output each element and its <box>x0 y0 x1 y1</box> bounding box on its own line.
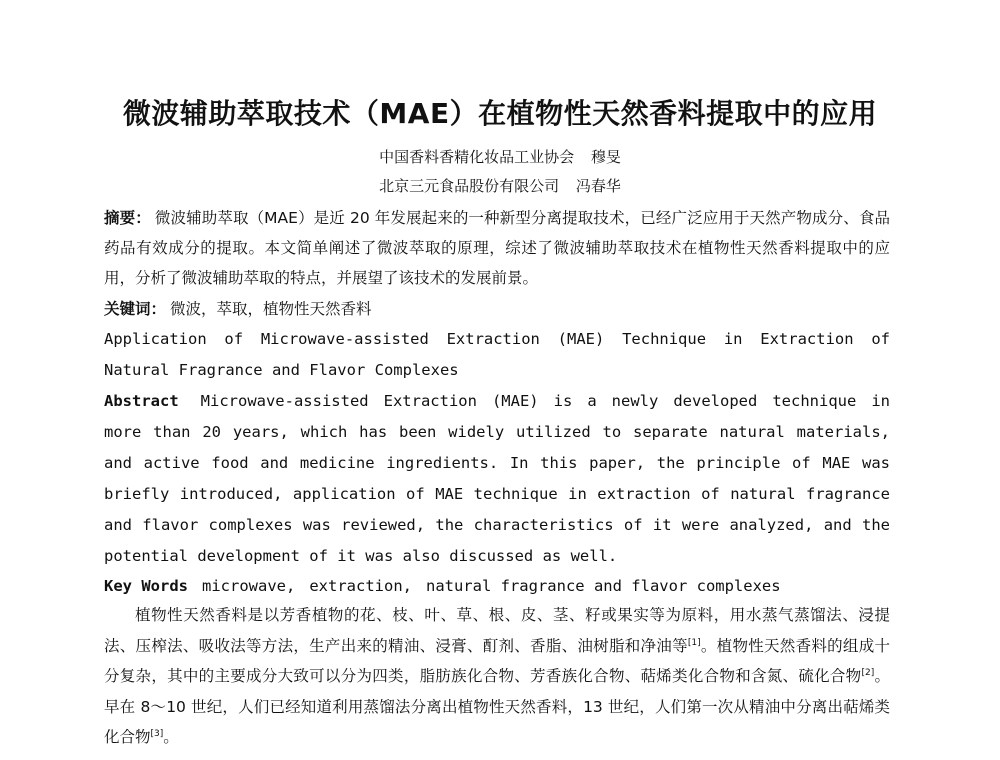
chinese-abstract-text: 微波辅助萃取（MAE）是近 20 年发展起来的一种新型分离提取技术，已经广泛应用于天然产物成分、食品药品有效成分的提取。本文简单阐述了微波萃取的原理，综述了微波辅助萃取技术在植物性天然香料提取中的应用，分析了微波辅助萃取的特点，并展望了该技术的发展前景。 <box>104 209 890 287</box>
body-text: 。 <box>163 728 179 746</box>
author-affiliation: 中国香料香精化妆品工业协会 <box>379 148 575 166</box>
chinese-keywords-label: 关键词： <box>104 300 167 318</box>
citation: [1] <box>687 637 701 648</box>
body-text: 植物性天然香料是以芳香植物的花、枝、叶、草、根、皮、茎、籽或果实等为原料，用水蒸气蒸馏法、浸提法、压榨法、吸收法等方法，生产出来的精油、浸膏、酊剂、香脂、油树脂和净油等 <box>104 606 890 655</box>
english-abstract-text: Microwave-assisted Extraction (MAE) is a newly developed technique in more than 20 years, which has been widely utilized to separate natural materials, and active food and medicine ingredients. In this paper, the principle of MAE was briefly introduced, application of MAE technique in extraction of natural fragrance and flavor complexes was reviewed, the characteristics of it were analyzed, and the potential development of it was also discussed as well. <box>104 392 890 565</box>
english-abstract <box>104 386 890 572</box>
body-paragraph <box>104 600 890 753</box>
author-affiliation: 北京三元食品股份有限公司 <box>379 177 560 195</box>
english-keywords <box>104 571 890 602</box>
body-text: 。植物性天然香料的组成十分复杂，其中的主要成分大致可以分为四类，脂肪族化合物、芳香族化合物、萜烯类化合物和含氮、硫化合物 <box>104 636 890 685</box>
paper-title: 微波辅助萃取技术（MAE）在植物性天然香料提取中的应用 <box>122 97 878 130</box>
citation: [2] <box>861 667 875 678</box>
citation: [3] <box>150 728 164 739</box>
english-title: Application of Microwave-assisted Extraction (MAE) Technique in Extraction of Natural Fragrance and Flavor Complexes <box>104 330 890 379</box>
author-name: 冯春华 <box>575 177 621 195</box>
english-keyword: natural fragrance and flavor complexes <box>425 577 781 595</box>
chinese-keywords <box>104 294 890 324</box>
body-text: 。早在 8～10 世纪，人们已经知道利用蒸馏法分离出植物性天然香料，13 世纪，人们第一次从精油中分离出萜烯类化合物 <box>104 667 890 746</box>
author-line-1 <box>0 146 1000 167</box>
author-name: 穆旻 <box>590 148 621 166</box>
english-keyword: extraction, <box>309 577 412 595</box>
english-keyword: microwave, <box>202 577 296 595</box>
author-line-2 <box>0 175 1000 196</box>
chinese-abstract <box>104 203 890 293</box>
chinese-keywords-text: 微波，萃取，植物性天然香料 <box>170 300 372 318</box>
chinese-abstract-label: 摘要： <box>104 209 151 227</box>
english-abstract-label: Abstract <box>104 392 179 410</box>
english-keywords-label: Key Words <box>104 577 188 595</box>
